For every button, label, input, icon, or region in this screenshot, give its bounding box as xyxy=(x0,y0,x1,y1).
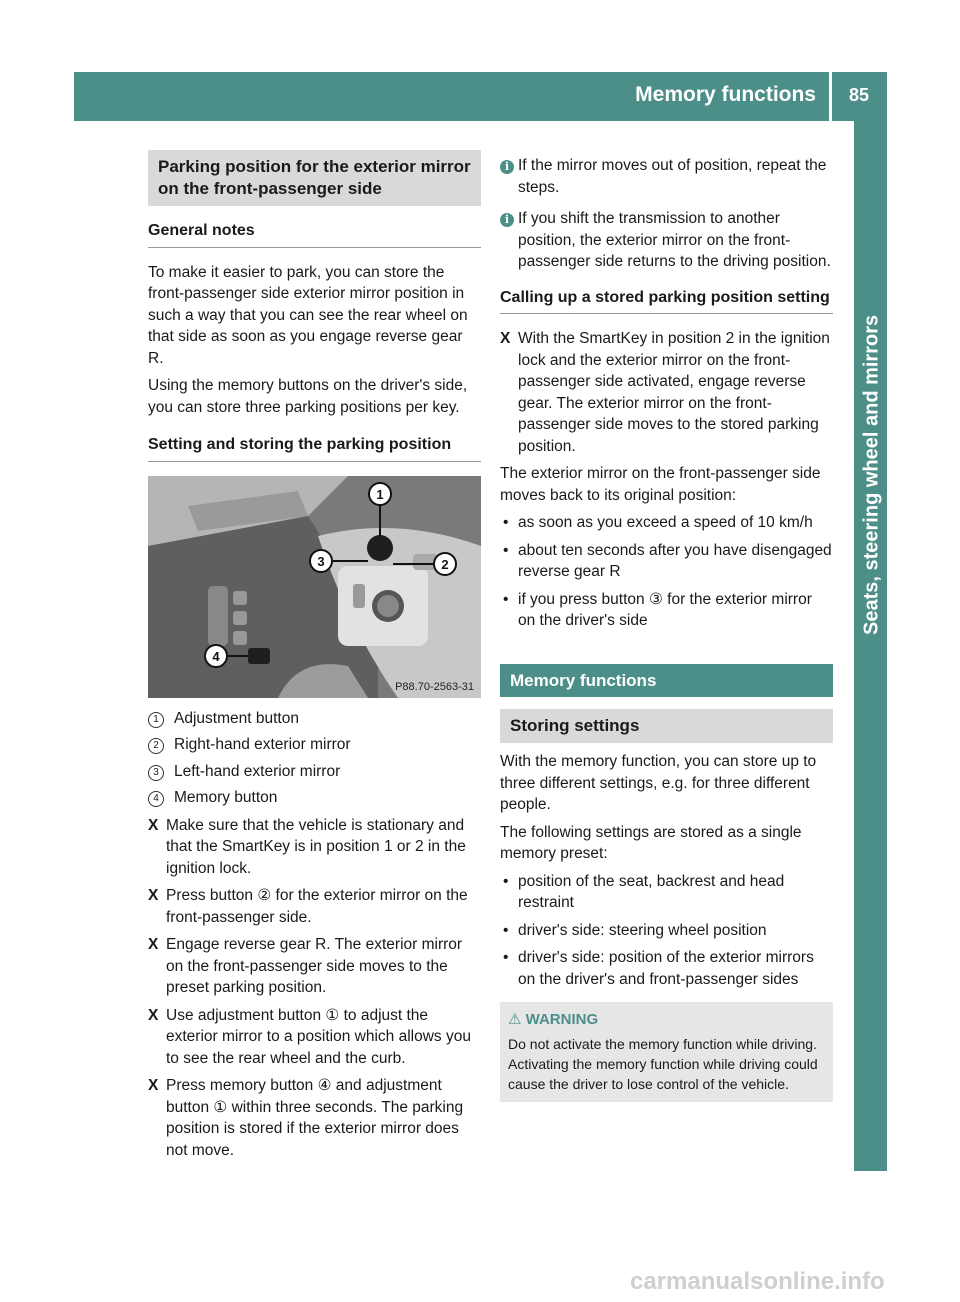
page-header xyxy=(74,72,887,121)
paragraph: Using the memory buttons on the driver's side, you can store three parking positions per key. xyxy=(148,377,468,416)
warning-icon: ⚠ xyxy=(508,1011,526,1028)
paragraph: The exterior mirror on the front-passenger side moves back to its original position: xyxy=(500,465,821,504)
legend-item: 1 Adjustment button xyxy=(148,708,481,730)
header-title: Memory functions xyxy=(635,83,816,106)
watermark: carmanualsonline.info xyxy=(630,1268,885,1295)
info-icon: i xyxy=(500,160,514,174)
step-arrow-icon: X xyxy=(148,936,159,953)
bullet-item: • driver's side: steering wheel position xyxy=(503,921,767,939)
step-arrow-icon: X xyxy=(148,1006,159,1024)
info-note: i If you shift the transmission to another position, the exterior mirror on the front-passenger side returns to the driving position. xyxy=(500,208,833,273)
door-panel-figure xyxy=(148,476,481,698)
figure-code: P88.70-2563-31 xyxy=(395,680,474,693)
step-item: X With the SmartKey in position 2 in the ignition lock and the exterior mirror on the front-passenger side activated, engage reverse gear. The exterior mirror on the front-passenger side moves to the stored parking position. xyxy=(500,328,833,457)
memory-functions-title: Memory functions xyxy=(500,664,833,698)
svg-text:4: 4 xyxy=(212,648,220,664)
info-icon: i xyxy=(500,213,514,227)
info-note: i If the mirror moves out of position, repeat the steps. xyxy=(500,155,833,198)
step-item: X Make sure that the vehicle is stationary and that the SmartKey is in position 1 or 2 in the ignition lock. xyxy=(148,815,481,880)
svg-text:2: 2 xyxy=(441,556,449,572)
step-list xyxy=(148,815,481,1162)
legend-item: 4 Memory button xyxy=(148,787,481,809)
door-panel-illustration xyxy=(148,476,481,698)
svg-text:3: 3 xyxy=(317,553,325,569)
right-column xyxy=(500,155,833,1102)
paragraph: With the memory function, you can store up to three different settings, e.g. for three different people. xyxy=(500,753,817,813)
figure-legend xyxy=(148,708,481,809)
bullet-item: • as soon as you exceed a speed of 10 km/h xyxy=(503,514,813,531)
bullet-item: • if you press button ③ for the exterior mirror on the driver's side xyxy=(503,590,812,629)
warning-text: Do not activate the memory function while driving. Activating the memory function while driving could cause the driver to lose control of the vehicle. xyxy=(508,1036,818,1092)
step-arrow-icon: X xyxy=(148,1077,159,1094)
bullet-item: • about ten seconds after you have disengaged reverse gear R xyxy=(503,541,832,580)
setting-heading: Setting and storing the parking position xyxy=(148,434,481,462)
warning-heading: ⚠ WARNING xyxy=(508,1011,599,1028)
general-notes-heading: General notes xyxy=(148,220,481,248)
legend-item: 3 Left-hand exterior mirror xyxy=(148,761,481,783)
svg-text:1: 1 xyxy=(376,486,384,502)
warning-box xyxy=(500,1002,833,1102)
paragraph: To make it easier to park, you can store the front-passenger side exterior mirror position in such a way that you can see the rear wheel on that side as soon as you engage reverse gear R. xyxy=(148,263,468,367)
step-item: X Use adjustment button ① to adjust the exterior mirror to a position which allows you to see the rear wheel and the curb. xyxy=(148,1005,481,1070)
storing-title: Storing settings xyxy=(500,709,833,743)
side-tab-label: Seats, steering wheel and mirrors xyxy=(860,314,883,636)
step-arrow-icon: X xyxy=(148,887,159,904)
legend-item: 2 Right-hand exterior mirror xyxy=(148,734,481,756)
bullet-item: • driver's side: position of the exterior mirrors on the driver's and front-passenger sides xyxy=(503,949,814,988)
step-item: X Press memory button ④ and adjustment button ① within three seconds. The parking position is stored if the exterior mirror does not move. xyxy=(148,1075,481,1161)
paragraph: The following settings are stored as a single memory preset: xyxy=(500,823,802,862)
calling-heading: Calling up a stored parking position setting xyxy=(500,287,833,315)
step-arrow-icon: X xyxy=(148,816,159,834)
left-column xyxy=(148,150,481,1167)
page-number: 85 xyxy=(848,85,869,105)
step-item: X Press button ② for the exterior mirror on the front-passenger side. xyxy=(148,885,481,928)
step-arrow-icon: X xyxy=(500,330,511,347)
bullet-item: • position of the seat, backrest and head restraint xyxy=(503,872,785,911)
section-title: Parking position for the exterior mirror on the front-passenger side xyxy=(148,150,481,206)
header-separator xyxy=(829,72,832,121)
step-item: X Engage reverse gear R. The exterior mirror on the front-passenger side moves to the preset parking position. xyxy=(148,934,481,999)
